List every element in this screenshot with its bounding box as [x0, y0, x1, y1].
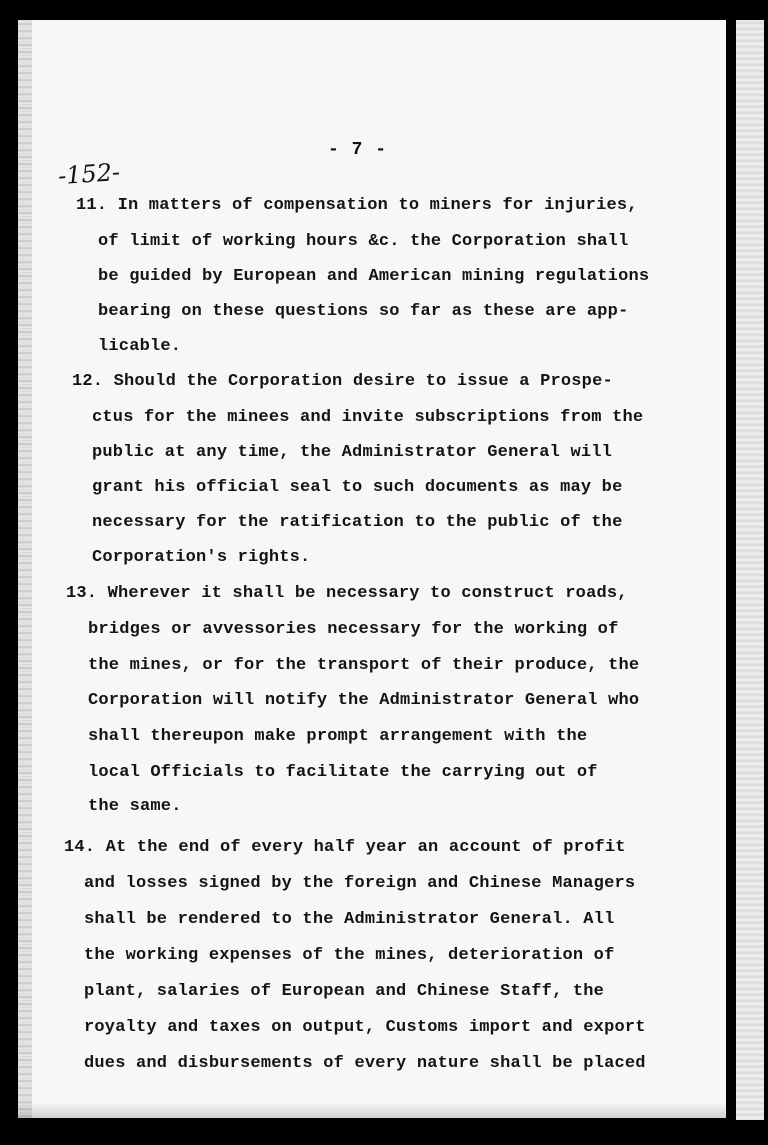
clause-13-line-7: the same.	[88, 797, 182, 816]
clause-12-line-4: grant his official seal to such documents as may be	[92, 478, 623, 497]
page-number: - 7 -	[328, 140, 388, 160]
clause-14-line-6: royalty and taxes on output, Customs import and export	[84, 1018, 646, 1037]
handwritten-note: -152-	[57, 157, 121, 191]
clause-14-line-3: shall be rendered to the Administrator General. All	[84, 910, 615, 929]
clause-11-line-2: of limit of working hours &c. the Corporation shall	[98, 232, 629, 251]
clause-13-line-3: the mines, or for the transport of their produce, the	[88, 656, 640, 675]
document-page	[18, 20, 726, 1118]
adjacent-page-edge	[736, 20, 764, 1120]
clause-13-line-1: 13. Wherever it shall be necessary to construct roads,	[66, 584, 628, 603]
clause-13-line-2: bridges or avvessories necessary for the working of	[88, 620, 619, 639]
clause-12-line-6: Corporation's rights.	[92, 548, 311, 567]
clause-14-line-2: and losses signed by the foreign and Chinese Managers	[84, 874, 636, 893]
clause-11-line-5: licable.	[98, 337, 182, 356]
clause-11-line-1: 11. In matters of compensation to miners for injuries,	[76, 196, 638, 215]
clause-11-line-4: bearing on these questions so far as these are app-	[98, 302, 629, 321]
clause-11-line-3: be guided by European and American mining regulations	[98, 267, 650, 286]
page-binding-edge	[18, 20, 32, 1118]
clause-14-line-1: 14. At the end of every half year an account of profit	[64, 838, 626, 857]
clause-13-line-5: shall thereupon make prompt arrangement with the	[88, 727, 588, 746]
page-bottom-shadow	[18, 1102, 726, 1118]
clause-12-line-3: public at any time, the Administrator General will	[92, 443, 613, 462]
clause-13-line-4: Corporation will notify the Administrator General who	[88, 691, 640, 710]
clause-12-line-1: 12. Should the Corporation desire to issue a Prospe-	[72, 372, 613, 391]
clause-14-line-7: dues and disbursements of every nature shall be placed	[84, 1054, 646, 1073]
clause-14-line-4: the working expenses of the mines, deterioration of	[84, 946, 615, 965]
clause-12-line-5: necessary for the ratification to the public of the	[92, 513, 623, 532]
clause-12-line-2: ctus for the minees and invite subscriptions from the	[92, 408, 644, 427]
clause-14-line-5: plant, salaries of European and Chinese Staff, the	[84, 982, 605, 1001]
clause-13-line-6: local Officials to facilitate the carrying out of	[88, 763, 598, 782]
